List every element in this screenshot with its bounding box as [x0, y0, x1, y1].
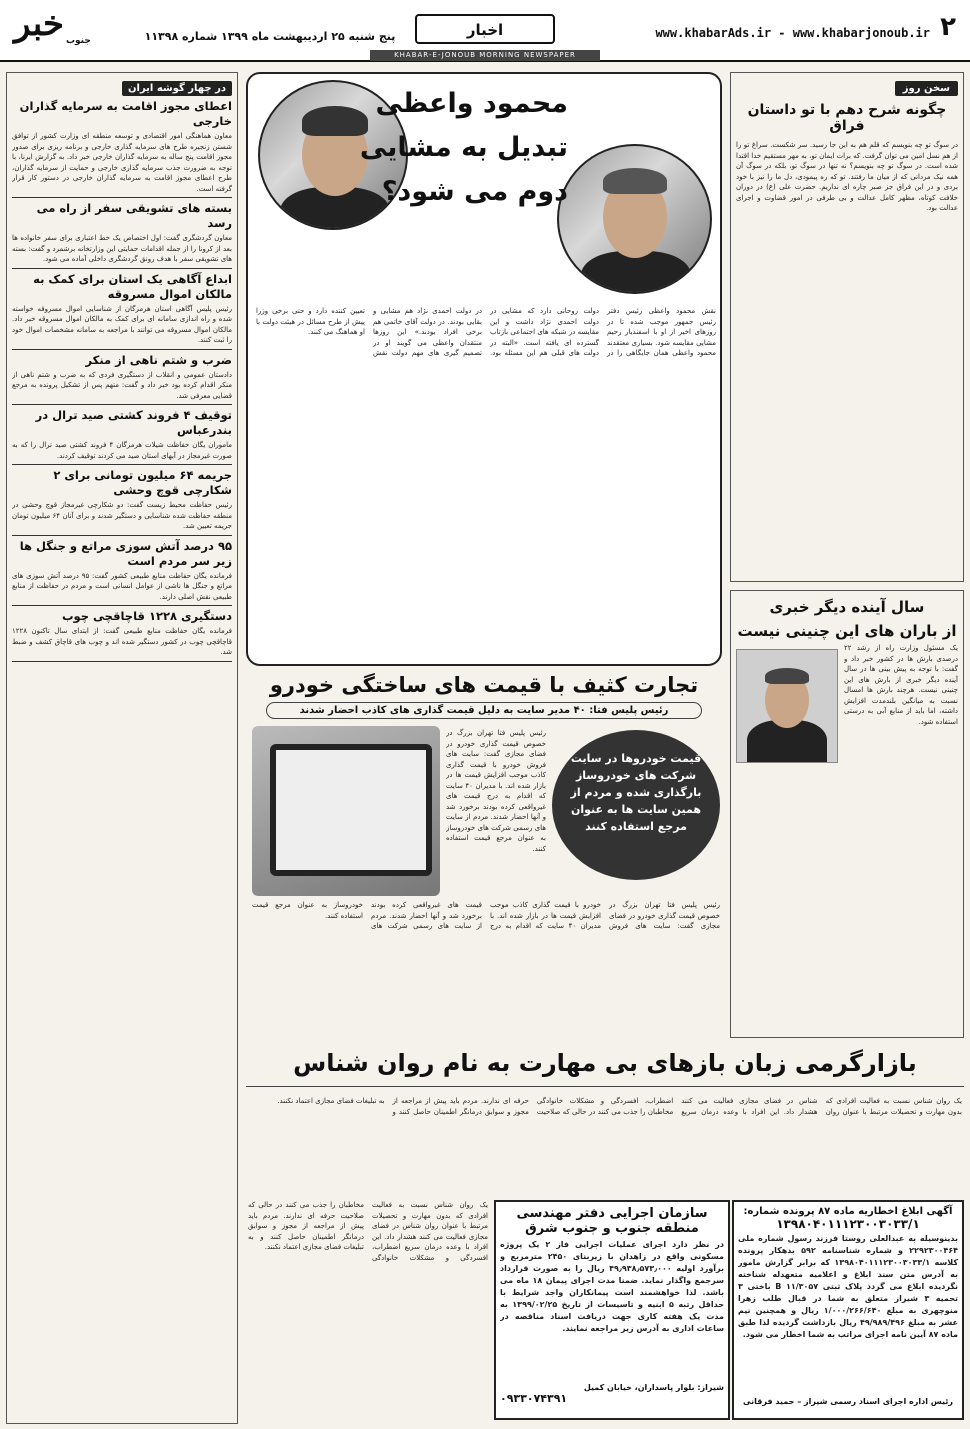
brief-body: معاون گردشگری گفت: اول اختصاص یک خط اعتباری برای سفر خانواده ها بعد از کرونا را از جمله اقدامات حمایتی این وزارتخانه برشمرد و گفت: بسته های تشویقی سفر با هدف رونق گردشگری داخلی آماده می شود. — [12, 234, 232, 263]
car-subheadline: رئیس پلیس فتا: ۴۰ مدیر سایت به دلیل قیمت گذاری های کاذب احضار شدند — [266, 702, 702, 719]
notice-footer: رئیس اداره اجرای اسناد رسمی شیراز – حمید فرقانی — [743, 1397, 953, 1406]
feature-headline — [359, 82, 568, 302]
engineering-phone: ۰۹۳۳۰۷۴۳۹۱ — [500, 1392, 568, 1405]
brief-title: جریمه ۶۴ میلیون تومانی برای ۲ شکارچی قوچ وحشی — [53, 468, 232, 497]
brief-body: دادستان عمومی و انقلاب از دستگیری فردی که به ضرب و شتم ناهی از منکر اقدام کرده بود خبر داد و گفت: متهم پس از تشکیل پرونده به مرجع قضایی معرفی شد. — [12, 370, 232, 400]
word-of-day-body: در سوگ تو چه بنویسم که قلم هم به این جا رسید. سر شکست. سراغ تو را از هم نسل امین می توان گرفت. که برات ایمان تو، به مهر مستقیم خدا اقتدا شده است. در سوگ تو چه بنویسم؟ نه تنها در سوگ تو، بلکه در سوگ آن همه نیک مردانی که از میان ما رفتند. تو که ره پیمودی، دل ما را نیز با خود بردی و در این فراق جز صبر چاره ای نداریم. حضرت علی (ع) در دوران خلافت کوتاه، مظهر کامل عدالت و بی طرفی در امور قضاوت و اجرای عدالت بود. — [736, 141, 958, 212]
rain-body: یک مسئول وزارت راه از رشد ۲۲ درصدی بارش ها در کشور خبر داد و گفت: با توجه به پیش بینی ها در سال آینده دیگر خبری از بارش های این چنینی نیست. هرچند بارش ها امسال نسبت به میانگین بلندمدت افزایش داشته، اما باید از منابع آبی به درستی استفاده شود. — [844, 644, 958, 726]
psych-body-lower: یک روان شناس نسبت به فعالیت افرادی که بدون مهارت و تحصیلات مرتبط با عنوان روان شناس در فضای مجازی فعالیت می کنند هشدار داد. این افراد با وعده درمان سریع اضطراب، افسردگی و مشکلات خانوادگی مخاطبان را جذب می کنند در حالی که صلاحیت حرفه ای ندارند. مردم باید پیش از مراجعه از مجوز و سوابق درمانگر اطمینان حاصل کنند و به تبلیغات فضای مجازی اعتماد نکنند. — [248, 1201, 488, 1262]
engineering-title-line-2: منطقه جنوب و جنوب شرق — [525, 1221, 699, 1236]
feature-headline-line-3: دوم می شود؟ — [381, 176, 568, 207]
brief-divider — [12, 605, 232, 606]
brief-divider — [12, 535, 232, 536]
brief-title: اعطای مجوز اقامت به سرمایه گذاران خارجی — [19, 99, 232, 128]
notice-case-number: ۱۳۹۸۰۴۰۱۱۱۲۳۰۰۳۰۳۳/۱ — [776, 1217, 920, 1231]
psych-headline: بازارگرمی زبان بازهای بی مهارت به نام روان شناس — [246, 1040, 964, 1087]
car-article — [246, 670, 722, 1040]
car-headline: تجارت کثیف با قیمت های ساختگی خودرو — [269, 673, 699, 697]
logo-text: خبر — [14, 4, 65, 44]
rain-title-line-2: از باران های این چنینی نیست — [737, 622, 957, 640]
car-body-upper: رئیس پلیس فتا تهران بزرگ در خصوص قیمت گذاری خودرو در فضای مجازی گفت: سایت های فروش خودرو با قیمت گذاری کاذب موجب افزایش قیمت ها در بازار شده اند. با مدیران ۴۰ سایت که اقدام به درج قیمت های غیرواقعی کرده بودند برخورد شد و آنها احضار شدند. مردم از سایت های رسمی شرکت های خودروساز به عنوان مرجع قیمت استفاده کنند. — [446, 729, 546, 853]
car-callout — [552, 730, 720, 880]
brief-body: فرمانده یگان حفاظت منابع طبیعی گفت: از ابتدای سال تاکنون ۱۲۲۸ قاچاقچی چوب در کشور دستگیر شده اند و چوب های قاچاق کشف و ضبط شد. — [12, 627, 232, 656]
briefs-section-title: در چهار گوشه ایران — [122, 81, 232, 96]
feature-box — [246, 72, 722, 666]
logo-subtext: جنوب — [66, 36, 91, 46]
feature-body: نقش محمود واعظی رئیس دفتر رئیس جمهور موجب شده تا در روزهای اخیر از او با اسفندیار رحیم مشایی مقایسه شود. بسیاری معتقدند محمود واعظی همان جایگاهی را در دولت روحانی دارد که مشایی در دولت احمدی نژاد داشت و این مقایسه در شبکه های اجتماعی بازتاب گسترده ای یافته است. «البته در دولت های قبلی هم این مسئله بود. در دولت احمدی نژاد هم مشایی و بقایی بودند. در دولت آقای خاتمی هم برخی افراد بودند.» این روزها منتقدان واعظی می گویند او در تصمیم گیری های مهم دولت نقش تعیین کننده دارد و حتی برخی وزرا پیش از طرح مسائل در هیئت دولت با او هماهنگ می کنند. — [256, 307, 716, 357]
engineering-ad — [494, 1200, 730, 1420]
masthead — [0, 0, 970, 62]
page-number: ۲ — [940, 12, 956, 42]
rain-title-line-1: سال آینده دیگر خبری — [769, 598, 925, 616]
brief-body: رئیس حفاظت محیط زیست گفت: دو شکارچی غیرمجاز قوچ وحشی در منطقه حفاظت شده شناسایی و دستگیر شدند و برای آنان ۶۴ میلیون تومان جریمه تعیین شد. — [12, 501, 232, 530]
engineering-title-line-1: سازمان اجرایی دفتر مهندسی — [516, 1206, 708, 1221]
brief-divider — [12, 349, 232, 350]
feature-headline-line-2: تبدیل به مشایی — [359, 132, 568, 163]
engineering-address: شیراز: بلوار پاسداران، خیابان کمیل — [583, 1383, 724, 1392]
brief-divider — [12, 404, 232, 405]
brief-title: ابداع آگاهی یک استان برای کمک به مالکان اموال مسروقه — [33, 271, 232, 301]
feature-headline-line-1: محمود واعظی — [375, 88, 568, 119]
psych-article — [246, 1040, 964, 1422]
brief-body: فرمانده یگان حفاظت منابع طبیعی کشور گفت: ۹۵ درصد آتش سوزی های مراتع و جنگل ها ناشی از عوامل انسانی است و مردم در حفاظت از منابع طبیعی نقش اصلی دارند. — [12, 571, 232, 601]
briefs-column — [6, 72, 238, 1424]
briefs-list — [12, 99, 232, 662]
brief-divider — [12, 661, 232, 662]
notice-ad — [732, 1200, 964, 1420]
portrait-right — [557, 144, 712, 294]
notice-title: آگهی ابلاغ اخطاریه ماده ۸۷ پرونده شماره: — [743, 1206, 953, 1217]
section-title: اخبار — [415, 14, 555, 44]
brief-body: رئیس پلیس آگاهی استان هرمزگان از شناسایی اموال مسروقه خواسته شده و راه اندازی سامانه ای برای کمک به مالکان اموال مسروقه خبر داد. مالکان اموال مسروقه می توانند با مراجعه به سامانه مشخصات اموال خود را ثبت کنند. — [12, 304, 232, 344]
brief-title: توقیف ۴ فروند کشتی صید ترال در بندرعباس — [35, 408, 232, 437]
car-callout-text: قیمت خودروها در سایت شرکت های خودروساز بارگذاری شده و مردم از همین سایت ها به عنوان مرجع استفاده کنند — [570, 752, 702, 833]
rain-portrait — [736, 649, 838, 763]
notice-body: بدینوسیله به عبدالعلی روستا فرزند رسول شماره ملی ۲۲۹۲۳۰۰۴۶۴ و شماره شناسنامه ۵۹۲ بدهکار پرونده کلاسه ۱۳۹۸۰۴۰۱۱۱۲۳۰۰۳۰۳۳/۱ که برابر گزارش مامور به آدرس متن سند ابلاغ و اعلامیه متعهدله شناخته نگردیده ابلاغ می گردد پلاک ثبتی ۱۱/۳۰۵۷ B باختی ۳ تحمیه ۳ شیراز متعلق به شما در قبال طلب زهرا منوچهری به مبلغ ۱/۰۰۰/۲۶۶/۶۴۰ ریال و همچنین نیم عشر به مبلغ ۴۹/۹۸۹/۴۹۶ ریال بازداشت گردیده لذا طبق ماده ۸۷ آیین نامه اجرای مراتب به شما اخطار می شود. — [738, 1234, 958, 1339]
brief-divider — [12, 268, 232, 269]
brief-title: دستگیری ۱۲۲۸ قاچاقچی چوب — [61, 609, 232, 623]
brief-body: ماموران یگان حفاظت شیلات هرمزگان ۴ فروند کشتی صید ترال را که به صورت غیرمجاز در آبهای استان صید می کردند توقیف کردند. — [12, 441, 232, 460]
car-tablet-image — [252, 726, 440, 896]
brief-title: بسته های تشویقی سفر از راه می رسد — [36, 201, 232, 230]
word-of-day-badge: سخن روز — [895, 81, 958, 96]
word-of-day — [730, 72, 964, 582]
car-body-lower: رئیس پلیس فتا تهران بزرگ در خصوص قیمت گذاری خودرو در فضای مجازی گفت: سایت های فروش خودرو با قیمت گذاری کاذب موجب افزایش قیمت ها در بازار شده اند. با مدیران ۴۰ سایت که اقدام به درج قیمت های غیرواقعی کرده بودند برخورد شد و آنها احضار شدند. مردم از سایت های رسمی شرکت های خودروساز به عنوان مرجع قیمت استفاده کنند. — [252, 901, 720, 930]
word-of-day-title: چگونه شرح دهم با تو داستان فراق — [747, 102, 947, 134]
brief-title: ۹۵ درصد آتش سوزی مراتع و جنگل ها زیر سر مردم است — [19, 538, 232, 568]
engineering-body: در نظر دارد اجرای عملیات اجرایی فاز ۲ یک پروژه مسکونی واقع در زاهدان با زیربنای ۲۴۵۰ مترمربع و برآورد اولیه ۴۹٫۹۳۸٫۵۷۳٫۰۰۰ ریال را به صورت قرارداد سرجمع واگذار نماید. ضمنا مدت اجرای پیمان ۱۸ ماه می باشد. لذا خواهشمند است پیمانکاران واجد شرایط با حداقل رتبه ۵ ابنیه و تاسیسات از تاریخ ۱۳۹۹/۰۲/۲۵ به مدت یک هفته کاری جهت دریافت اسناد مناقصه در ساعات اداری به آدرس زیر مراجعه نمایند. — [500, 1240, 724, 1333]
website-urls[interactable]: www.khabarAds.ir - www.khabarjonoub.ir — [655, 26, 930, 40]
masthead-subbar: KHABAR-E-JONOUB MORNING NEWSPAPER — [370, 50, 600, 61]
date-line: پنج شنبه ۲۵ اردیبهشت ماه ۱۳۹۹ شماره ۱۱۳۹۸ — [144, 30, 396, 43]
psych-body: یک روان شناس نسبت به فعالیت افرادی که بدون مهارت و تحصیلات مرتبط با عنوان روان شناس در فضای مجازی فعالیت می کنند هشدار داد. این افراد با وعده درمان سریع اضطراب، افسردگی و مشکلات خانوادگی مخاطبان را جذب می کنند در حالی که صلاحیت حرفه ای ندارند. مردم باید پیش از مراجعه از مجوز و سوابق درمانگر اطمینان حاصل کنند و به تبلیغات فضای مجازی اعتماد نکنند. — [277, 1097, 962, 1116]
brief-divider — [12, 197, 232, 198]
brief-divider — [12, 464, 232, 465]
rain-article — [730, 590, 964, 1038]
newspaper-logo — [6, 4, 114, 52]
brief-body: معاون هماهنگی امور اقتصادی و توسعه منطقه ای وزارت کشور از توافق شستن زنجیره طرح های سرمایه گذاری خارجی و برنامه ریزی برای صدور مجوز اقامت پنج ساله به سرمایه گذاران خارجی خبر داد. به گزارش ایرنا، با توجه به ضرورت جذب سرمایه گذاری خارجی و حمایت از سرمایه گذاران، طرح اعطای مجوز اقامت به سرمایه گذاران خارجی در دستور کار قرار گرفته است. — [12, 132, 232, 193]
brief-title: ضرب و شتم ناهی از منکر — [85, 352, 232, 367]
